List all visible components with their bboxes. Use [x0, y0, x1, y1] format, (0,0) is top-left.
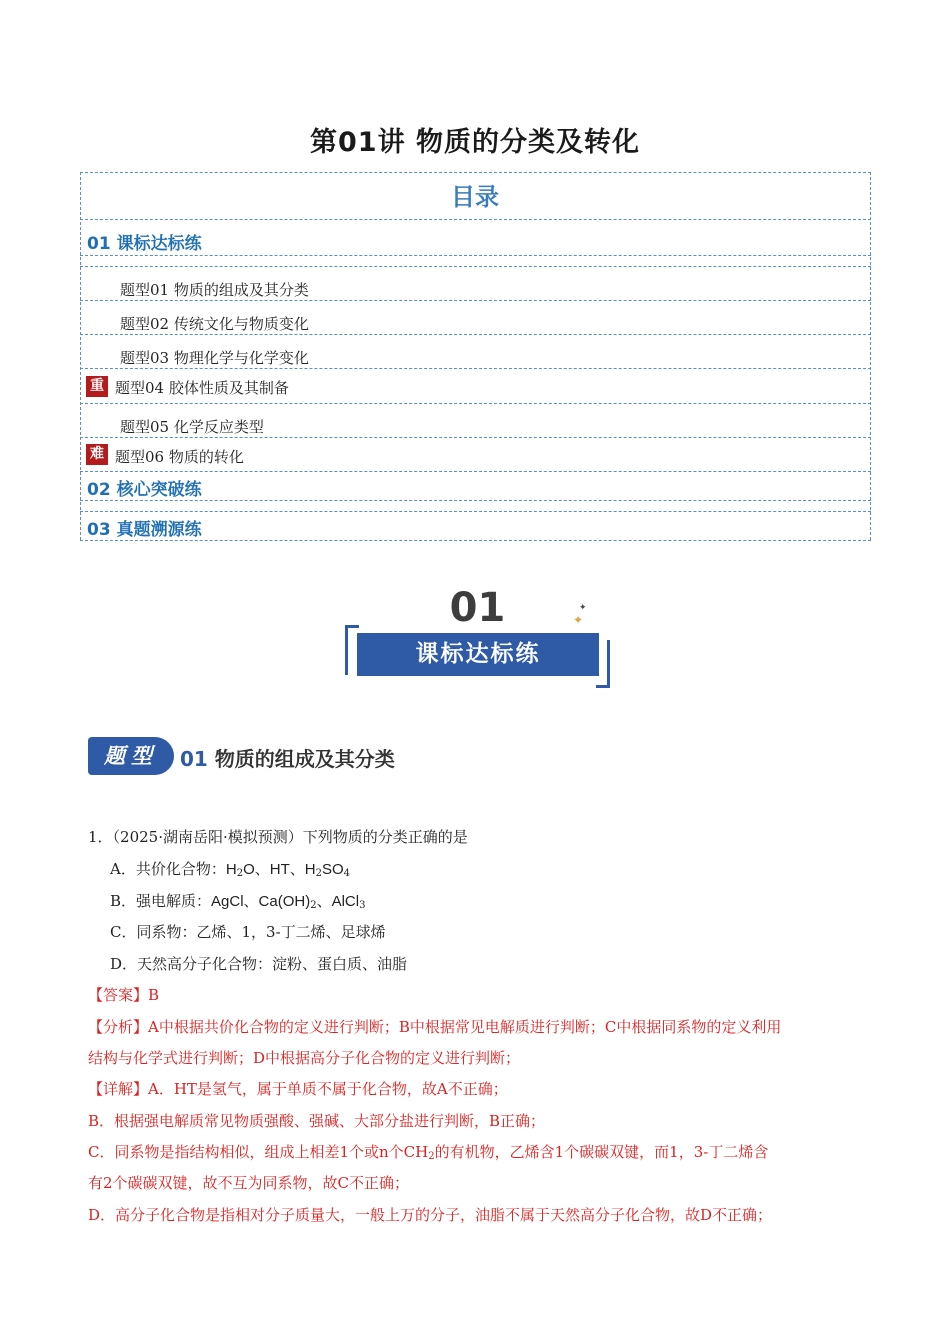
option-d: D．天然高分子化合物：淀粉、蛋白质、油脂 [110, 955, 408, 973]
detail-text: 有2个碳碳双键，故不互为同系物，故C不正确； [88, 1174, 410, 1192]
detail-part: 的有机物，乙烯含1个碳碳双键，而1，3-丁二烯含 [434, 1143, 769, 1161]
sparkle-icon: ✦ [579, 603, 587, 613]
section-banner [345, 585, 610, 691]
option-label: B．强电解质： [110, 892, 212, 910]
toc-heading: 目录 [451, 183, 499, 211]
toc-section-link[interactable]: 02 核心突破练 [87, 480, 202, 500]
type-title [180, 743, 395, 772]
toc-item-link[interactable]: 题型04 胶体性质及其制备 [115, 379, 289, 397]
key-badge: 重 [86, 376, 108, 397]
toc-divider [80, 437, 871, 438]
toc-divider [80, 368, 871, 369]
toc-divider [80, 511, 871, 512]
difficult-badge: 难 [86, 444, 108, 465]
option-b [110, 890, 365, 911]
toc-divider [80, 334, 871, 335]
toc-item-link[interactable]: 题型02 传统文化与物质变化 [120, 315, 309, 333]
question-text: 下列物质的分类正确的是 [302, 828, 468, 846]
subscript: 2 [428, 1151, 435, 1162]
toc-item-link[interactable]: 题型01 物质的组成及其分类 [120, 281, 309, 299]
document-title: 第01讲 物质的分类及转化 [310, 127, 640, 158]
option-label: A．共价化合物： [110, 860, 226, 878]
type-name: 物质的组成及其分类 [214, 747, 395, 771]
type-number: 01 [180, 747, 208, 771]
question-source: （2025·湖南岳阳·模拟预测） [112, 828, 303, 846]
analysis-text: 【分析】A中根据共价化合物的定义进行判断；B中根据常见电解质进行判断；C中根据同系物的定义利用 [88, 1018, 782, 1036]
detail-text: 【详解】A．HT是氢气，属于单质不属于化合物，故A不正确； [88, 1080, 508, 1098]
subscript: 4 [343, 868, 350, 879]
toc-divider [80, 540, 871, 541]
toc-divider [80, 500, 871, 501]
toc-item-link[interactable]: 题型03 物理化学与化学变化 [120, 349, 309, 367]
subscript: 2 [315, 868, 322, 879]
detail-text: D．高分子化合物是指相对分子质量大，一般上万的分子，油脂不属于天然高分子化合物，故D不正确； [88, 1206, 773, 1224]
formula: H [225, 861, 237, 878]
subscript: 2 [310, 900, 317, 911]
toc-divider [80, 403, 871, 404]
analysis-text: 结构与化学式进行判断；D中根据高分子化合物的定义进行判断； [88, 1049, 521, 1067]
detail-text [88, 1141, 768, 1162]
toc-section-link[interactable]: 03 真题溯源练 [87, 520, 202, 540]
toc-section-link[interactable]: 01 课标达标练 [87, 234, 202, 254]
option-a [110, 858, 350, 879]
question-stem [88, 826, 468, 847]
toc-divider [80, 471, 871, 472]
toc-divider [80, 172, 871, 173]
toc-divider [80, 219, 871, 220]
toc-divider [80, 266, 871, 267]
banner-number: 01 [449, 585, 506, 631]
answer-line: 【答案】B [88, 986, 160, 1004]
sparkle-icon: ✦ [573, 613, 584, 627]
formula: SO [321, 861, 344, 878]
formula: O、HT、H [243, 861, 316, 878]
detail-text: B．根据强电解质常见物质强酸、强碱、大部分盐进行判断，B正确； [88, 1112, 546, 1130]
type-tag: 题型 [88, 737, 174, 775]
formula: AgCl、Ca(OH) [211, 893, 311, 910]
question-number: 1． [88, 828, 113, 846]
subscript: 3 [359, 900, 366, 911]
toc-divider [80, 255, 871, 256]
detail-part: C．同系物是指结构相似，组成上相差1个或n个CH [88, 1143, 429, 1161]
toc-item-link[interactable]: 题型06 物质的转化 [115, 448, 244, 466]
formula: 、AlCl [316, 893, 360, 910]
toc-item-link[interactable]: 题型05 化学反应类型 [120, 418, 264, 436]
banner-label: 课标达标练 [357, 633, 599, 676]
subscript: 2 [236, 868, 244, 879]
option-c: C．同系物：乙烯、1，3-丁二烯、足球烯 [110, 923, 386, 941]
toc-divider [80, 300, 871, 301]
